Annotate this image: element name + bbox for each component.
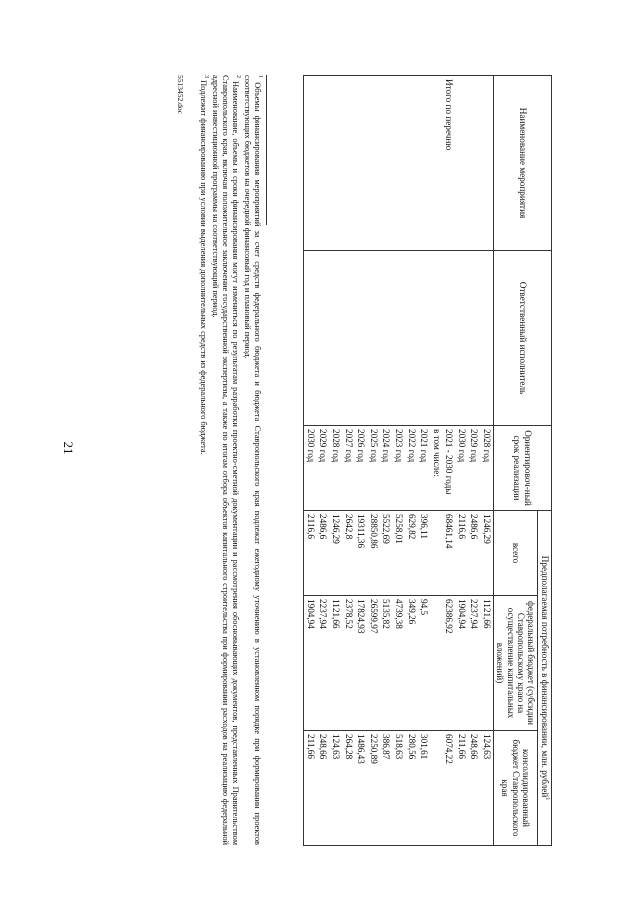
row-consolidated-cell: 518,63 xyxy=(392,731,405,846)
footnote-1-num: 1 xyxy=(257,75,264,78)
footnote-1 xyxy=(242,75,263,845)
row-total-cell: 2642,8 xyxy=(342,511,355,596)
table-row xyxy=(443,76,456,846)
row-federal-cell: 2378,52 xyxy=(342,596,355,731)
row-federal-cell: 4739,38 xyxy=(392,596,405,731)
document-sheet xyxy=(176,75,552,845)
row-name-cell: Итого по перечню xyxy=(443,76,456,251)
financing-table xyxy=(303,75,552,846)
header-period: Ориентировоч-ный срок реализации xyxy=(493,426,551,511)
table-body xyxy=(304,76,494,846)
row-federal-cell: 2237,94 xyxy=(468,596,481,731)
header-name: Наименование мероприятия xyxy=(493,76,551,251)
row-period-cell: в том числе: xyxy=(430,426,443,511)
footnote-3 xyxy=(198,75,209,845)
row-executor-cell xyxy=(380,251,393,426)
row-name-cell xyxy=(468,76,481,251)
table-row xyxy=(317,76,330,846)
table-row xyxy=(480,76,493,846)
row-name-cell xyxy=(317,76,330,251)
table-row xyxy=(367,76,380,846)
row-name-cell xyxy=(329,76,342,251)
row-executor-cell xyxy=(392,251,405,426)
row-federal-cell: 5135,82 xyxy=(380,596,393,731)
row-total-cell: 5522,69 xyxy=(380,511,393,596)
row-period-cell: 2023 год xyxy=(392,426,405,511)
row-executor-cell xyxy=(329,251,342,426)
row-executor-cell xyxy=(480,251,493,426)
row-consolidated-cell: 124,63 xyxy=(329,731,342,846)
footnote-2-num: 2 xyxy=(235,75,242,78)
row-executor-cell xyxy=(355,251,368,426)
row-total-cell: 1246,29 xyxy=(329,511,342,596)
row-period-cell: 2027 год xyxy=(342,426,355,511)
row-executor-cell xyxy=(468,251,481,426)
row-federal-cell: 1904,94 xyxy=(304,596,317,731)
row-executor-cell xyxy=(304,251,317,426)
row-consolidated-cell: 6074,22 xyxy=(443,731,456,846)
table-row xyxy=(304,76,317,846)
row-consolidated-cell: 264,28 xyxy=(342,731,355,846)
row-period-cell: 2021 - 2030 годы xyxy=(443,426,456,511)
row-total-cell: 629,82 xyxy=(405,511,418,596)
row-federal-cell: 349,26 xyxy=(405,596,418,731)
row-consolidated-cell: 211,66 xyxy=(304,731,317,846)
table-row xyxy=(355,76,368,846)
footnote-2-text: Наименование, объемы и сроки финансирования могут измениться по результатам разработки проектно-сметной документации и рассмотрения обосновывающих документов, представленных Правительством Ставропольского края, включая положительное заключение государственной экспертизы, а также по итогам отбора объектов капитального строительства при формировании расходов на реализацию федеральной адресной инвестиционной программы на соответствующий период. xyxy=(211,75,241,845)
row-total-cell: 396,11 xyxy=(418,511,431,596)
document-filename: 5513452.doc xyxy=(176,75,186,114)
row-executor-cell xyxy=(455,251,468,426)
row-total-cell: 1246,29 xyxy=(480,511,493,596)
row-period-cell: 2022 год xyxy=(405,426,418,511)
row-name-cell xyxy=(367,76,380,251)
row-federal-cell: 17824,93 xyxy=(355,596,368,731)
row-consolidated-cell: 124,63 xyxy=(480,731,493,846)
header-consolidated: консолидированный бюджет Ставропольского края xyxy=(493,731,537,846)
table-row xyxy=(455,76,468,846)
row-period-cell: 2029 год xyxy=(317,426,330,511)
row-period-cell: 2029 год xyxy=(468,426,481,511)
row-federal-cell: 1121,66 xyxy=(480,596,493,731)
rotated-landscape-content xyxy=(10,0,630,905)
row-period-cell: 2028 год xyxy=(329,426,342,511)
row-consolidated-cell: 386,87 xyxy=(380,731,393,846)
header-total: всего xyxy=(493,511,537,596)
table-row xyxy=(342,76,355,846)
row-executor-cell xyxy=(317,251,330,426)
row-period-cell: 2025 год xyxy=(367,426,380,511)
row-period-cell: 2021 год xyxy=(418,426,431,511)
row-period-cell: 2026 год xyxy=(355,426,368,511)
row-name-cell xyxy=(430,76,443,251)
table-row xyxy=(430,76,443,846)
row-executor-cell xyxy=(430,251,443,426)
row-period-cell: 2024 год xyxy=(380,426,393,511)
row-total-cell: 2116,6 xyxy=(455,511,468,596)
row-federal-cell: 2237,94 xyxy=(317,596,330,731)
row-name-cell xyxy=(405,76,418,251)
footnote-3-num: 3 xyxy=(203,75,210,78)
row-executor-cell xyxy=(443,251,456,426)
table-row xyxy=(380,76,393,846)
footnote-1-text: Объемы финансирования мероприятий за счет средств федерального бюджета и бюджета Ставропольского края подлежат ежегодному уточнению в установленном порядке при формировании проектов соответствующих бюджетов на очередной финансовый год и плановый период. xyxy=(243,75,263,845)
row-total-cell: 28850,86 xyxy=(367,511,380,596)
header-financing-group xyxy=(538,511,552,846)
row-federal-cell: 94,5 xyxy=(418,596,431,731)
row-consolidated-cell: 211,66 xyxy=(455,731,468,846)
row-executor-cell xyxy=(405,251,418,426)
row-total-cell: 2116,6 xyxy=(304,511,317,596)
row-consolidated-cell xyxy=(430,731,443,846)
row-executor-cell xyxy=(367,251,380,426)
row-consolidated-cell: 280,56 xyxy=(405,731,418,846)
row-total-cell: 2486,6 xyxy=(317,511,330,596)
row-total-cell: 5258,01 xyxy=(392,511,405,596)
row-period-cell: 2028 год xyxy=(480,426,493,511)
row-executor-cell xyxy=(418,251,431,426)
header-executor: Ответственный исполнитель xyxy=(493,251,551,426)
header-federal: федеральный бюджет (субсидии Ставропольскому краю на осуществление капитальных вложений) xyxy=(493,596,537,731)
row-name-cell xyxy=(455,76,468,251)
row-total-cell: 2486,6 xyxy=(468,511,481,596)
footnote-2 xyxy=(210,75,241,845)
row-total-cell: 19311,36 xyxy=(355,511,368,596)
row-name-cell xyxy=(355,76,368,251)
row-name-cell xyxy=(380,76,393,251)
row-federal-cell: 26599,97 xyxy=(367,596,380,731)
table-row xyxy=(405,76,418,846)
row-period-cell: 2030 год xyxy=(304,426,317,511)
row-consolidated-cell: 248,66 xyxy=(468,731,481,846)
row-name-cell xyxy=(342,76,355,251)
header-financing-group-label: Предполагаемая потребность в финансировании, млн. рублей xyxy=(539,555,550,798)
footnotes xyxy=(198,75,267,845)
footnote-ref: 1 xyxy=(544,797,550,801)
row-name-cell xyxy=(304,76,317,251)
row-consolidated-cell: 2250,89 xyxy=(367,731,380,846)
table-row xyxy=(418,76,431,846)
row-consolidated-cell: 1486,43 xyxy=(355,731,368,846)
row-name-cell xyxy=(480,76,493,251)
row-federal-cell: 1904,94 xyxy=(455,596,468,731)
table-row xyxy=(392,76,405,846)
row-name-cell xyxy=(418,76,431,251)
row-consolidated-cell: 301,61 xyxy=(418,731,431,846)
row-federal-cell xyxy=(430,596,443,731)
row-name-cell xyxy=(392,76,405,251)
page-number: 21 xyxy=(61,441,76,455)
row-executor-cell xyxy=(342,251,355,426)
row-consolidated-cell: 248,66 xyxy=(317,731,330,846)
row-total-cell: 68461,14 xyxy=(443,511,456,596)
row-federal-cell: 1121,66 xyxy=(329,596,342,731)
footnote-rule xyxy=(266,75,267,225)
row-total-cell xyxy=(430,511,443,596)
table-row xyxy=(329,76,342,846)
row-period-cell: 2030 год xyxy=(455,426,468,511)
footnote-3-text: Подлежит финансированию при условии выделения дополнительных средств из федерального бюджета. xyxy=(199,80,209,455)
table-row xyxy=(468,76,481,846)
row-federal-cell: 62386,92 xyxy=(443,596,456,731)
